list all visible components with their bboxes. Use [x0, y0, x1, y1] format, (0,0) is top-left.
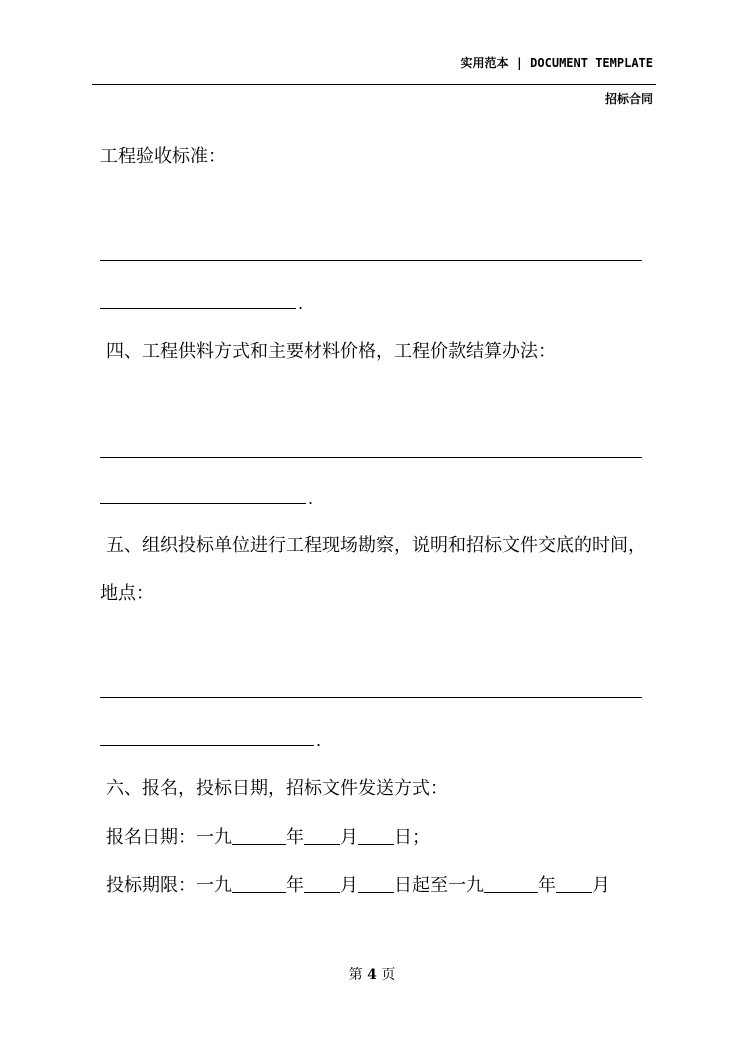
period-mark: . — [316, 731, 322, 750]
page-footer — [0, 964, 744, 984]
item-six: 六、报名，投标日期，招标文件发送方式： — [106, 778, 448, 799]
day-blank — [358, 826, 394, 845]
month-label: 月 — [340, 875, 358, 896]
bid-period-label: 投标期限：一九 — [106, 875, 232, 896]
blank-line-long — [100, 697, 642, 698]
day-blank — [358, 874, 394, 893]
day-label: 日； — [394, 827, 430, 848]
registration-label: 报名日期：一九 — [106, 827, 232, 848]
year-label: 年 — [286, 875, 304, 896]
item-five-line2: 地点： — [100, 583, 154, 604]
header-divider — [92, 84, 656, 85]
item-four: 四、工程供料方式和主要材料价格，工程价款结算办法： — [106, 341, 556, 362]
month-blank — [556, 874, 592, 893]
blank-line-long — [100, 260, 642, 261]
year-label: 年 — [286, 827, 304, 848]
blank-line-short — [100, 503, 306, 504]
blank-line-short — [100, 745, 314, 746]
footer-prefix: 第 — [348, 967, 363, 983]
footer-suffix: 页 — [381, 967, 396, 983]
page-header-subtitle: 招标合同 — [604, 92, 653, 106]
period-mark: . — [298, 294, 304, 313]
period-mark: . — [308, 489, 314, 508]
year-label: 年 — [538, 875, 556, 896]
blank-line-short — [100, 308, 296, 309]
month-blank — [304, 826, 340, 845]
year-blank — [232, 826, 286, 845]
month-label: 月 — [592, 875, 610, 896]
month-blank — [304, 874, 340, 893]
page-header-title: 实用范本 | DOCUMENT TEMPLATE — [460, 56, 653, 70]
year-blank — [232, 874, 286, 893]
item-five-line1: 五、组织投标单位进行工程现场勘察，说明和招标文件交底的时间， — [106, 535, 646, 556]
year-blank — [484, 874, 538, 893]
day-from-label: 日起至一九 — [394, 875, 484, 896]
acceptance-label: 工程验收标准： — [100, 146, 226, 167]
bid-period-line — [106, 874, 610, 897]
registration-date-line — [106, 826, 430, 849]
page-number: 4 — [367, 967, 377, 983]
blank-line-long — [100, 457, 642, 458]
month-label: 月 — [340, 827, 358, 848]
